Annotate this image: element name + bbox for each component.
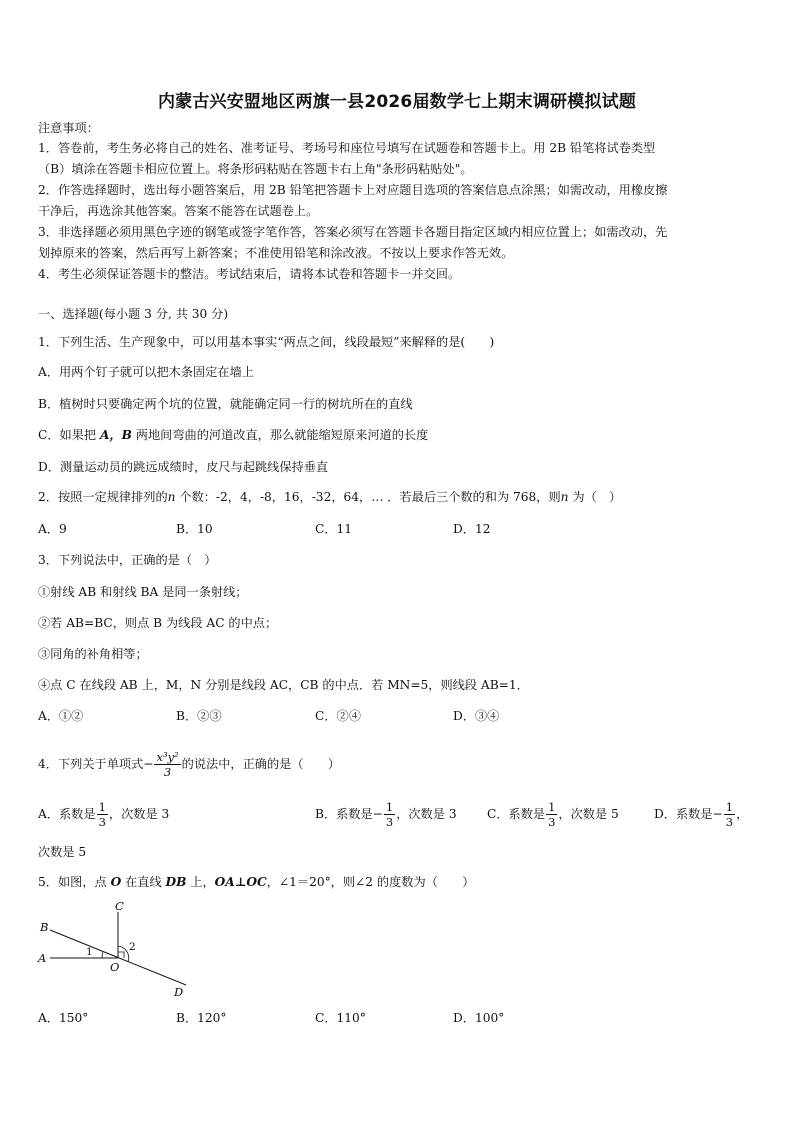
- q4a-fraction: [97, 800, 108, 829]
- label-a: A: [38, 951, 47, 965]
- question-3-option-d: D．③④: [453, 709, 500, 723]
- q2-stem-mid: 个数：-2，4，-8，16，-32，64，… ．若最后三个数的和为 768，则: [175, 490, 561, 504]
- q2-stem-post: 为（ ）: [568, 490, 622, 504]
- q4b-fraction: [384, 800, 395, 829]
- label-b: B: [40, 920, 49, 934]
- question-4-option-b: [315, 796, 457, 832]
- q2-var-n-2: n: [560, 490, 569, 504]
- q4c-den: 3: [548, 815, 556, 829]
- notice-line-4: 干净后，再选涂其他答案。答案不能答在试题卷上。: [38, 204, 319, 218]
- q4a-num: 1: [98, 800, 106, 814]
- q4-stem-pre: 4．下列关于单项式−: [38, 757, 154, 771]
- question-2-option-b: B．10: [176, 522, 213, 536]
- q4d-num: 1: [725, 800, 734, 814]
- question-3-option-a: A．①②: [38, 709, 84, 723]
- q5-stem-mid2: 上，: [186, 875, 215, 889]
- question-3-statement-2: ②若 AB=BC，则点 B 为线段 AC 的中点；: [38, 616, 278, 630]
- right-angle-mark: [118, 952, 124, 958]
- q5-line-db: DB: [165, 875, 187, 889]
- question-4-stem: [38, 744, 340, 784]
- q5-stem-mid3: ，∠1＝20°，则∠2 的度数为（ ）: [266, 875, 475, 889]
- question-2-option-c: C．11: [315, 522, 353, 536]
- notice-line-7: 4．考生必须保证答题卡的整洁。考试结束后，请将本试卷和答题卡一并交回。: [38, 267, 461, 281]
- question-4-option-d: [654, 796, 748, 832]
- question-3-statement-1: ①射线 AB 和射线 BA 是同一条射线；: [38, 585, 248, 599]
- label-o: O: [110, 960, 120, 974]
- question-2-option-a: A．9: [38, 522, 67, 536]
- notice-line-5: 3．非选择题必须用黑色字迹的钢笔或签字笔作答，答案必须写在答题卡各题目指定区域内相应位置上；如需改动，先: [38, 225, 668, 239]
- label-d: D: [174, 985, 184, 999]
- notice-line-2: （B）填涂在答题卡相应位置上。将条形码粘贴在答题卡右上角"条形码粘贴处"。: [38, 162, 473, 176]
- q4a-pre: A．系数是: [38, 807, 96, 821]
- page-title: 内蒙古兴安盟地区两旗一县2026届数学七上期末调研模拟试题: [157, 92, 637, 112]
- notice-line-3: 2．作答选择题时，选出每小题答案后，用 2B 铅笔把答题卡上对应题目选项的答案信息点涂黑；如需改动，用橡皮擦: [38, 183, 668, 197]
- question-5-option-c: C．110°: [315, 1011, 366, 1025]
- question-3-statement-3: ③同角的补角相等；: [38, 647, 148, 661]
- q4c-post: ，次数是 5: [558, 807, 619, 821]
- q5-point-o: O: [110, 875, 122, 889]
- q4d-pre: D．系数是−: [654, 807, 723, 821]
- label-angle-2: 2: [129, 941, 136, 953]
- q2-var-n: n: [167, 490, 176, 504]
- question-1-option-d: D．测量运动员的跳远成绩时，皮尺与起跳线保持垂直: [38, 460, 329, 474]
- q4c-num: 1: [548, 800, 556, 814]
- question-5-option-d: D．100°: [453, 1011, 505, 1025]
- question-1-stem: 1．下列生活、生产现象中，可以用基本事实“两点之间，线段最短”来解释的是( ): [38, 335, 495, 349]
- label-c: C: [115, 899, 124, 913]
- label-angle-1: 1: [86, 946, 93, 958]
- q2-stem-pre: 2．按照一定规律排列的: [38, 490, 168, 504]
- notice-line-6: 划掉原来的答案，然后再写上新答案；不准使用铅笔和涂改液。不按以上要求作答无效。: [38, 246, 514, 260]
- q4b-den: 3: [385, 815, 394, 829]
- q1c-suffix: 两地间弯曲的河道改直，那么就能缩短原来河道的长度: [131, 428, 429, 442]
- notice-line-1: 1．答卷前，考生务必将自己的姓名、准考证号、考场号和座位号填写在试题卷和答题卡上。用 2B 铅笔将试卷类型: [38, 141, 656, 155]
- question-1-option-b: B．植树时只要确定两个坑的位置，就能确定同一行的树坑所在的直线: [38, 397, 413, 411]
- q4b-pre: B．系数是−: [315, 807, 383, 821]
- question-4-option-c: [487, 796, 619, 832]
- angle-1-arc: [102, 952, 103, 958]
- q4c-fraction: [546, 800, 557, 829]
- question-4-option-a: [38, 796, 169, 832]
- angle-figure: [36, 898, 196, 1000]
- q5-stem-mid1: 在直线: [121, 875, 166, 889]
- q5-perpendicular: OA⊥OC: [214, 875, 267, 889]
- question-1-option-a: A．用两个钉子就可以把木条固定在墙上: [38, 365, 254, 379]
- question-5-stem: [38, 874, 474, 890]
- monomial-numerator: x³y²: [156, 750, 179, 764]
- question-2-stem: [38, 489, 621, 505]
- q1c-vars: A，B: [99, 428, 132, 442]
- question-3-statement-4: ④点 C 在线段 AB 上，M，N 分别是线段 AC，CB 的中点．若 MN=5，则线段 AB=1．: [38, 678, 529, 692]
- question-3-option-c: C．②④: [315, 709, 361, 723]
- question-3-stem: 3．下列说法中，正确的是（ ）: [38, 553, 217, 567]
- monomial-denominator: 3: [163, 765, 172, 779]
- question-4-option-d-continued: 次数是 5: [38, 845, 87, 859]
- question-5-option-b: B．120°: [176, 1011, 227, 1025]
- q4c-pre: C．系数是: [487, 807, 546, 821]
- notice-heading: 注意事项：: [38, 121, 99, 135]
- q5-stem-pre: 5．如图，点: [38, 875, 111, 889]
- question-2-option-d: D．12: [453, 522, 491, 536]
- question-1-option-c: [38, 427, 428, 443]
- q4d-den: 3: [725, 815, 734, 829]
- question-3-option-b: B．②③: [176, 709, 222, 723]
- q4b-post: ，次数是 3: [396, 807, 457, 821]
- q4-stem-post: 的说法中，正确的是（ ）: [181, 757, 341, 771]
- q4b-num: 1: [385, 800, 394, 814]
- question-5-option-a: A．150°: [38, 1011, 89, 1025]
- q1c-prefix: C．如果把: [38, 428, 100, 442]
- q4a-den: 3: [98, 815, 106, 829]
- q4d-fraction: [724, 800, 735, 829]
- q4a-post: ，次数是 3: [108, 807, 170, 821]
- monomial-fraction: [154, 750, 180, 779]
- section-heading: 一、选择题(每小题 3 分, 共 30 分): [38, 307, 229, 321]
- q4d-post: ，: [736, 807, 749, 821]
